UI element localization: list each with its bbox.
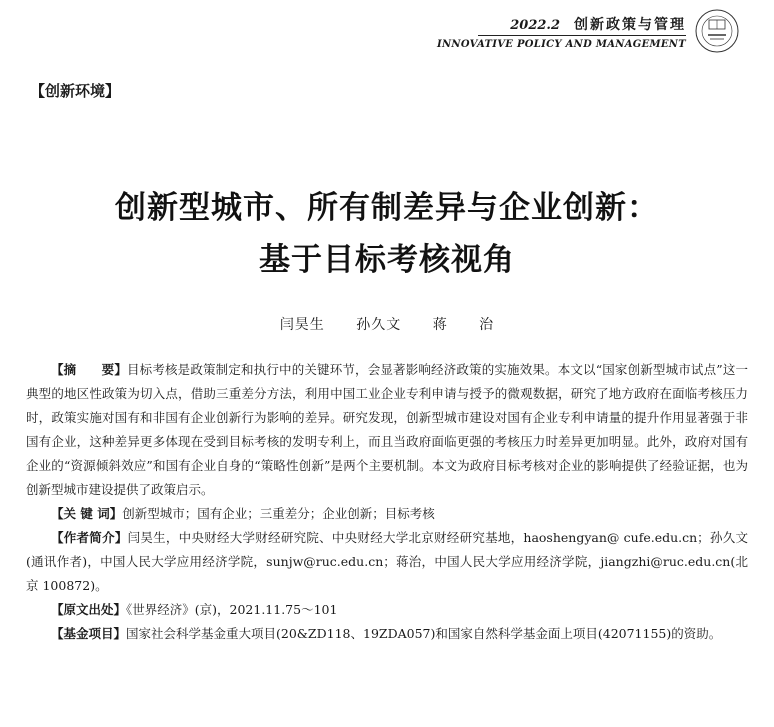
keywords-label: 【关 键 词】 [51, 506, 123, 521]
source-paragraph [26, 598, 748, 622]
abstract-paragraph [26, 358, 748, 502]
fund-paragraph [26, 622, 748, 646]
article-title-line-1: 创新型城市、所有制差异与企业创新： [115, 190, 659, 226]
author-info-paragraph [26, 526, 748, 598]
article-front-matter [26, 358, 748, 646]
author-names: 闫昊生 孙久文 蒋 治 [279, 317, 495, 333]
source-label: 【原文出处】 [51, 602, 127, 617]
section-tag: 【创新环境】 [30, 82, 121, 100]
running-header [0, 0, 774, 66]
issue-number: 2022.2 [510, 18, 560, 33]
journal-title-cn: 创新政策与管理 [574, 17, 686, 33]
keywords-paragraph [26, 502, 748, 526]
keywords-text: 创新型城市；国有企业；三重差分；企业创新；目标考核 [122, 506, 435, 521]
header-rule [478, 35, 686, 36]
author-info-text: 闫昊生，中央财经大学财经研究院、中央财经大学北京财经研究基地，haoshengyan@ cufe.edu.cn；孙久文(通讯作者)，中国人民大学应用经济学院，sunjw@ruc.edu.cn；蒋治，中国人民大学应用经济学院，jiangzhi@ruc.edu.cn(北京 100872)。 [26, 530, 748, 593]
abstract-label: 【摘 要】 [51, 362, 128, 377]
header-journal-line [510, 14, 686, 34]
author-info-label: 【作者简介】 [51, 530, 128, 545]
fund-label: 【基金项目】 [51, 626, 127, 641]
abstract-text: 目标考核是政策制定和执行中的关键环节，会显著影响经济政策的实施效果。本文以“国家创新型城市试点”这一典型的地区性政策为切入点，借助三重差分方法，利用中国工业企业专利申请与授予的微观数据，研究了地方政府在面临考核压力时，政策实施对国有和非国有企业创新行为影响的差异。研究发现，创新型城市建设对国有企业专利申请量的提升作用显著强于非国有企业，这种差异更多体现在受到目标考核的发明专利上，而且当政府面临更强的考核压力时差异更加明显。此外，政府对国有企业的“资源倾斜效应”和国有企业自身的“策略性创新”是两个主要机制。本文为政府目标考核对企业的影响提供了经验证据，也为创新型城市建设提供了政策启示。 [26, 362, 748, 497]
source-text: 《世界经济》(京)，2021.11.75～101 [126, 602, 338, 617]
fund-text: 国家社会科学基金重大项目(20&ZD118、19ZDA057)和国家自然科学基金面上项目(42071155)的资助。 [126, 626, 722, 641]
article-title-line-2: 基于目标考核视角 [259, 242, 515, 278]
journal-title-en: INNOVATIVE POLICY AND MANAGEMENT [436, 39, 686, 50]
university-seal-icon [694, 8, 740, 54]
